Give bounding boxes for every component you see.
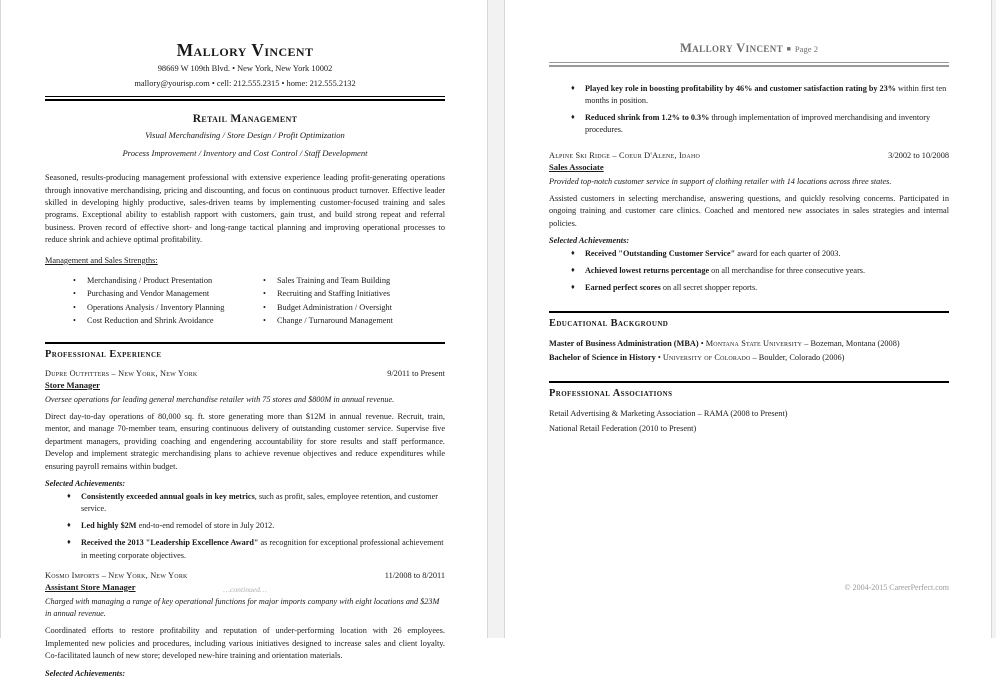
job-role: Assistant Store Manager [45, 581, 136, 592]
bullet-icon: • [263, 302, 266, 312]
achievement-item [571, 112, 949, 136]
education-section [549, 311, 949, 365]
strength-item [73, 274, 255, 287]
strength-label: Recruiting and Staffing Initiatives [277, 289, 390, 299]
bullet-icon: • [263, 316, 266, 326]
specialties-line-2: Process Improvement / Inventory and Cost Control / Staff Development [122, 148, 368, 159]
associations-list [549, 407, 949, 436]
strength-label: Budget Administration / Oversight [277, 302, 392, 312]
resume-page-2 [504, 0, 992, 638]
education-school: University of Colorado [662, 352, 751, 362]
job-entry [549, 151, 949, 295]
diamond-bullet-icon: ♦ [571, 265, 575, 275]
education-separator: • [698, 338, 706, 348]
education-detail: – Boulder, Colorado (2006) [750, 352, 845, 362]
section-divider [45, 342, 445, 344]
section-title: Professional Experience [45, 348, 162, 360]
strength-label: Sales Training and Team Building [277, 275, 391, 285]
job-employer: Alpine Ski Ridge – Coeur D'Alene, Idaho [549, 150, 701, 160]
achievement-text: , such as profit, sales, employee retention, and customer service. [81, 491, 439, 514]
bullet-icon: • [73, 316, 76, 326]
education-separator: • [655, 352, 663, 362]
achievement-highlight: Received the 2013 "Leadership Excellence Award" [81, 538, 259, 548]
education-list [549, 337, 949, 365]
achievement-highlight: Achieved lowest returns percentage [585, 266, 710, 276]
achievement-text: on all secret shopper reports. [660, 283, 758, 293]
achievement-item [67, 537, 445, 561]
strength-item [263, 301, 445, 314]
job-narrative: Assisted customers in selecting merchandise, answering questions, and quickly resolving concerns. Participated in ongoing training and customer care clinics. Coached and mentored new associates in sales strategies and internal policies. [549, 193, 949, 228]
bullet-icon: • [263, 275, 266, 285]
page2-candidate-name: Mallory Vincent [679, 41, 784, 55]
strength-item [73, 287, 255, 300]
continued-achievements-list [549, 83, 949, 137]
achievements-list [45, 491, 445, 562]
achievement-text: within first ten months in position. [585, 84, 947, 106]
header-separator-icon: ■ [786, 45, 792, 54]
job-role: Store Manager [45, 379, 100, 390]
achievement-text: award for each quarter of 2003. [735, 249, 841, 259]
strength-item [263, 314, 445, 327]
achievement-text: through implementation of improved merchandising and inventory procedures. [585, 113, 931, 135]
achievement-highlight: Received "Outstanding Customer Service" [585, 249, 736, 259]
job-employer: Kosmo Imports – New York, New York [45, 570, 188, 580]
section-divider [549, 381, 949, 383]
strength-item [73, 301, 255, 314]
achievement-item [571, 265, 949, 277]
job-narrative: Coordinated efforts to restore profitability and reputation of under-performing location with 26 employees. Implemented new policies and procedures, including various initiatives designed to increase sales and client loyalty. Co-facilitated launch of new store; developed new-hire training and orientation materials. [45, 626, 445, 661]
strength-label: Operations Analysis / Inventory Planning [87, 302, 225, 312]
job-dates: 11/2008 to 8/2011 [384, 570, 445, 580]
achievement-item [67, 491, 445, 515]
section-divider [549, 311, 949, 313]
achievements-label: Selected Achievements: [45, 668, 126, 678]
association-item: National Retail Federation (2010 to Present) [549, 423, 697, 433]
strength-item [263, 274, 445, 287]
achievement-item [571, 248, 949, 260]
headline-block [45, 112, 445, 161]
bullet-icon: • [73, 275, 76, 285]
professional-experience-section [45, 342, 445, 678]
bullet-icon: • [263, 289, 266, 299]
job-header [45, 369, 445, 378]
achievement-text: end-to-end remodel of store in July 2012. [136, 521, 275, 531]
job-scope: Oversee operations for leading general merchandise retailer with 75 stores and $800M in annual revenue. [45, 394, 395, 404]
achievement-item [571, 83, 949, 107]
achievement-highlight: Earned perfect scores [585, 283, 661, 293]
job-narrative: Direct day-to-day operations of 80,000 sq. ft. store generating more than $12M in annual revenue. Recruit, train, mentor, and manage 70-member team, ensuring continuous delivery of outstanding customer service. Supervise five department managers, providing coaching and engendering accountability for store results and staff performance. Develop and implement strategic merchandising plans to achieve revenue objectives and reduce expenditures while ensuring payroll remains within budget. [45, 411, 445, 471]
candidate-name: Mallory Vincent [176, 40, 314, 60]
education-degree: Master of Business Administration (MBA) [549, 338, 699, 348]
section-title: Educational Background [549, 317, 669, 329]
achievement-text: on all merchandise for three consecutive years. [709, 266, 866, 276]
achievement-highlight: Led highly $2M [81, 521, 137, 531]
job-scope: Charged with managing a range of key operational functions for major imports company with eight locations and $23M in annual revenue. [45, 596, 440, 618]
resume-page-1 [0, 0, 488, 678]
job-header [45, 571, 445, 580]
job-scope: Provided top-notch customer service in support of clothing retailer with 14 locations across three states. [549, 176, 892, 186]
strength-item [73, 314, 255, 327]
education-school: Montana State University [705, 338, 803, 348]
achievements-list [549, 248, 949, 294]
achievement-highlight: Consistently exceeded annual goals in key metrics [81, 491, 255, 501]
diamond-bullet-icon: ♦ [571, 248, 575, 258]
job-header [549, 151, 949, 160]
job-dates: 9/2011 to Present [387, 368, 445, 378]
page2-running-header [549, 41, 949, 56]
diamond-bullet-icon: ♦ [67, 520, 71, 530]
diamond-bullet-icon: ♦ [67, 490, 71, 500]
strength-label: Change / Turnaround Management [277, 316, 393, 326]
candidate-contact: mallory@yourisp.com • cell: 212.555.2315 • home: 212.555.2132 [134, 79, 356, 89]
page2-page-number: Page 2 [794, 44, 819, 54]
job-role: Sales Associate [549, 161, 604, 172]
strength-label: Cost Reduction and Shrink Avoidance [87, 316, 214, 326]
bullet-icon: • [73, 302, 76, 312]
education-item [549, 351, 949, 365]
education-item [549, 337, 949, 351]
achievement-highlight: Reduced shrink from 1.2% to 0.3% [585, 113, 710, 123]
headline-title: Retail Management [192, 112, 298, 126]
achievements-label: Selected Achievements: [549, 236, 630, 246]
diamond-bullet-icon: ♦ [571, 282, 575, 292]
job-dates: 3/2002 to 10/2008 [888, 150, 949, 160]
strength-item [263, 287, 445, 300]
strength-label: Merchandising / Product Presentation [87, 275, 213, 285]
strengths-label: Management and Sales Strengths: [45, 255, 158, 265]
diamond-bullet-icon: ♦ [67, 537, 71, 547]
achievements-label: Selected Achievements: [45, 478, 126, 488]
achievement-text: as recognition for exceptional professional achievement in meeting corporate objectives. [81, 538, 444, 560]
diamond-bullet-icon: ♦ [571, 112, 575, 122]
bullet-icon: • [73, 289, 76, 299]
achievement-item [67, 520, 445, 532]
strength-label: Purchasing and Vendor Management [87, 289, 210, 299]
profile-summary: Seasoned, results-producing management professional with extensive experience leading profit-generating operations through innovative merchandising, pricing and discounting, and focus on continuous product turnover. Effective leader skilled in developing highly productive, sales-driven teams by implementing customer-focused training and sales programs. Exceptional ability to establish rapport with customers, gain trust, and build strong repeat and referral business. Proven record of effective short- and long-range tactical planning and improving operational processes to reduce shrink and achieve optimal profitability. [45, 173, 445, 245]
education-degree: Bachelor of Science in History [549, 352, 656, 362]
diamond-bullet-icon: ♦ [571, 83, 575, 92]
candidate-address: 98669 W 109th Blvd. • New York, New York 10002 [157, 64, 333, 74]
continued-marker: …continued… [223, 585, 267, 594]
section-title: Professional Associations [549, 388, 673, 400]
strengths-grid [45, 274, 445, 328]
association-item: Retail Advertising & Marketing Association – RAMA (2008 to Present) [549, 409, 788, 419]
specialties-line-1: Visual Merchandising / Store Design / Profit Optimization [145, 130, 345, 141]
achievement-item [571, 282, 949, 294]
associations-section [549, 381, 949, 436]
header-divider [45, 96, 445, 101]
page2-header-divider [549, 62, 949, 67]
education-detail: – Bozeman, Montana (2008) [802, 338, 900, 348]
job-entry [45, 369, 445, 562]
copyright-notice: © 2004-2015 CareerPerfect.com [844, 583, 949, 592]
job-employer: Dupre Outfitters – New York, New York [45, 368, 198, 378]
achievement-highlight: Played key role in boosting profitability by 46% and customer satisfaction rating by 23% [585, 84, 896, 93]
page-gap [488, 0, 504, 638]
